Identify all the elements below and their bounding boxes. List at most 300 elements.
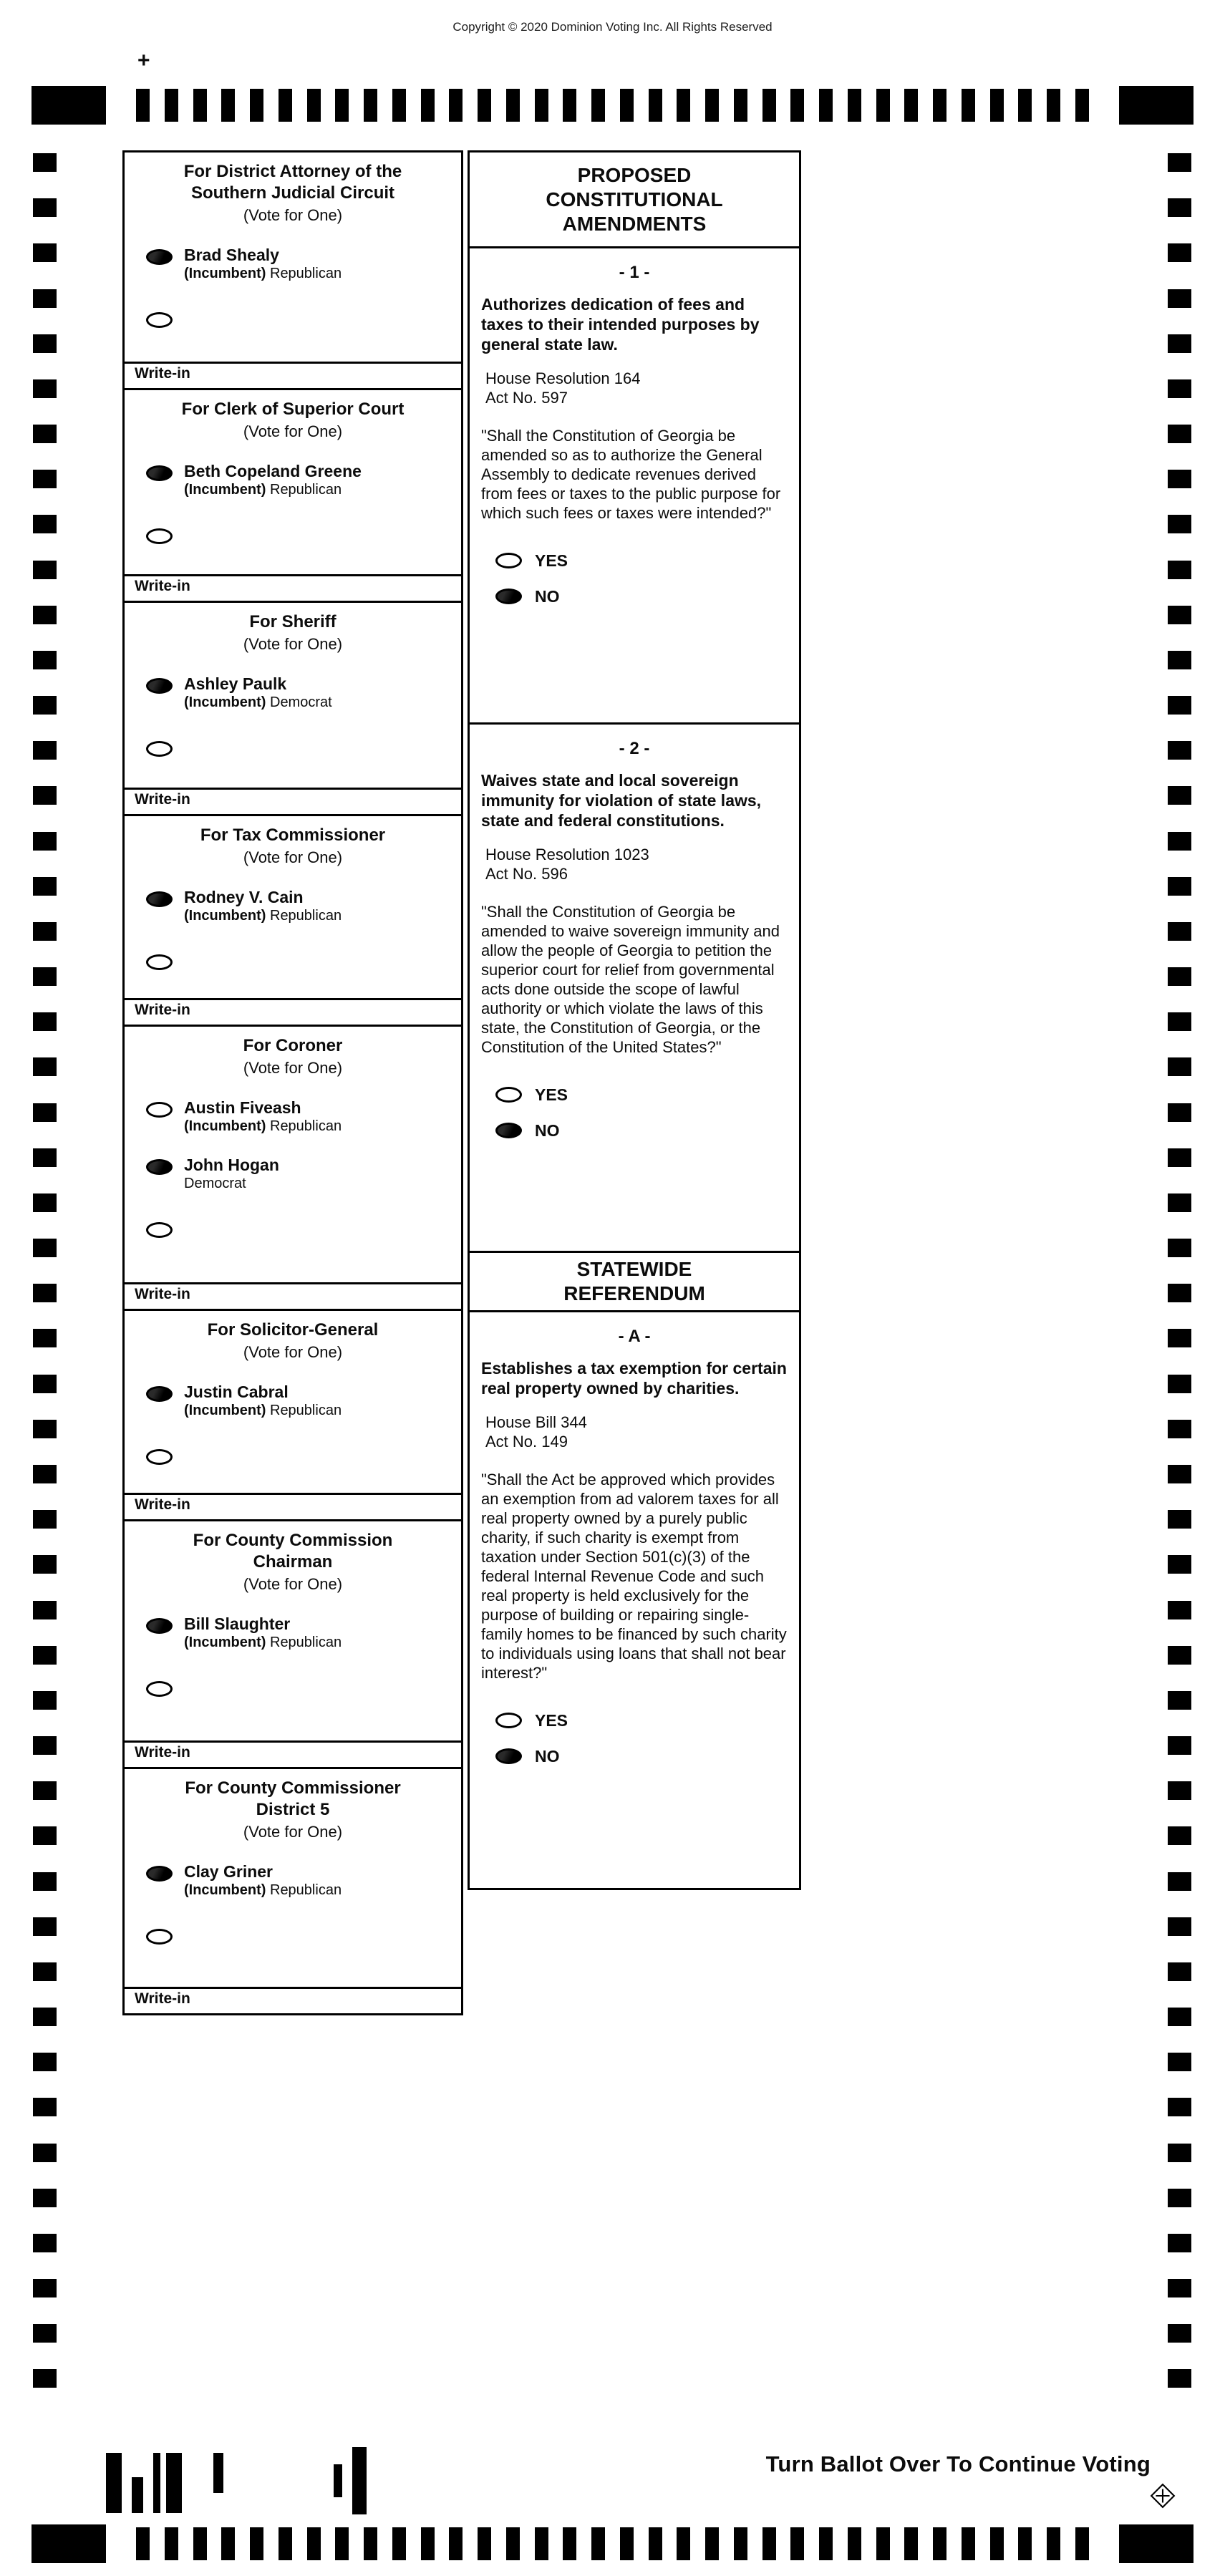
- timing-mark: [33, 2189, 57, 2207]
- timing-mark: [307, 89, 321, 122]
- write-in-block: [125, 1740, 461, 1767]
- write-in-option[interactable]: [125, 310, 461, 328]
- candidate-label: [184, 461, 362, 499]
- ballot-oval[interactable]: [495, 1713, 522, 1728]
- vote-for-note: (Vote for One): [243, 848, 343, 866]
- write-in-block: [125, 362, 461, 388]
- timing-mark: [1168, 1736, 1191, 1755]
- timing-mark: [848, 89, 861, 122]
- ballot-oval[interactable]: [146, 528, 173, 544]
- vote-for-note: (Vote for One): [243, 1823, 343, 1841]
- timing-mark: [279, 89, 292, 122]
- timing-mark: [392, 2527, 406, 2560]
- vote-for-note: (Vote for One): [243, 635, 343, 653]
- ballot-code-marks: [106, 2447, 407, 2516]
- timing-mark: [677, 89, 690, 122]
- write-in-block: [125, 574, 461, 601]
- timing-mark: [734, 89, 747, 122]
- timing-block: [32, 2524, 106, 2563]
- timing-bars: [136, 89, 1089, 122]
- registration-plus-icon: +: [137, 49, 150, 72]
- timing-mark: [1168, 1057, 1191, 1076]
- candidate-label: [184, 1614, 342, 1652]
- timing-mark: [33, 922, 57, 941]
- timing-mark: [1168, 1239, 1191, 1257]
- section-header-line: PROPOSED: [577, 163, 692, 186]
- write-in-block: [125, 998, 461, 1025]
- ballot-oval[interactable]: [146, 1681, 173, 1697]
- incumbent-label: (Incumbent): [184, 1403, 266, 1418]
- write-in-label: Write-in: [135, 1286, 190, 1302]
- ballot-oval[interactable]: [146, 1222, 173, 1238]
- ballot-oval[interactable]: [495, 1087, 522, 1103]
- timing-marks-top: [32, 86, 1193, 125]
- timing-mark: [790, 2527, 804, 2560]
- candidate-label: [184, 1382, 342, 1420]
- timing-mark: [33, 786, 57, 805]
- timing-mark: [33, 1917, 57, 1936]
- contest-title-line: For District Attorney of the: [183, 162, 402, 181]
- timing-mark: [449, 89, 463, 122]
- timing-mark: [1168, 1510, 1191, 1529]
- timing-mark: [33, 379, 57, 398]
- candidate-label: [184, 1861, 342, 1899]
- contest-district-attorney: [122, 150, 463, 390]
- ballot-oval[interactable]: [495, 1748, 522, 1764]
- measure-summary: Authorizes dedication of fees and taxes to their intended purposes by general state law.: [481, 295, 760, 354]
- ballot-oval[interactable]: [495, 1123, 522, 1138]
- timing-mark: [1168, 2189, 1191, 2207]
- timing-mark: [364, 2527, 377, 2560]
- timing-mark: [250, 2527, 263, 2560]
- timing-mark: [1168, 198, 1191, 217]
- vote-for-note: (Vote for One): [243, 1575, 343, 1593]
- timing-mark: [535, 89, 548, 122]
- candidate-option[interactable]: [125, 676, 461, 712]
- ballot-oval[interactable]: [146, 741, 173, 757]
- write-in-block: [125, 1493, 461, 1519]
- measure-question: "Shall the Constitution of Georgia be amended to waive sovereign immunity and allow the people of Georgia to petition the superior court for relief from governmental acts done outside the scope of lawful authority or which violate the laws of this state, the Constitution of Georgia, or the Constitution of the United States?": [481, 903, 780, 1056]
- timing-mark: [1168, 1962, 1191, 1981]
- timing-mark: [33, 2008, 57, 2026]
- contest-title-line: Chairman: [253, 1552, 333, 1572]
- timing-mark: [33, 2369, 57, 2388]
- timing-mark: [33, 198, 57, 217]
- timing-mark: [1168, 1826, 1191, 1845]
- ballot-oval[interactable]: [146, 954, 173, 970]
- timing-mark: [165, 89, 178, 122]
- timing-mark: [677, 2527, 690, 2560]
- contest-title: [125, 1035, 461, 1057]
- reference-line: House Resolution 1023: [485, 846, 649, 863]
- timing-mark: [734, 2527, 747, 2560]
- section-header-line: REFERENDUM: [563, 1282, 705, 1304]
- timing-marks-left: [33, 153, 57, 2388]
- timing-mark: [33, 153, 57, 172]
- measure-A: [468, 1310, 801, 1890]
- timing-mark: [335, 2527, 349, 2560]
- timing-mark: [848, 2527, 861, 2560]
- ballot-oval[interactable]: [146, 678, 173, 694]
- section-header-line: STATEWIDE: [576, 1258, 692, 1280]
- vote-choice-label: NO: [535, 1746, 560, 1766]
- measure-summary: Establishes a tax exemption for certain real property owned by charities.: [481, 1359, 787, 1398]
- timing-mark: [1168, 1555, 1191, 1574]
- candidate-party: (Incumbent) Republican: [184, 1635, 342, 1650]
- timing-mark: [33, 1646, 57, 1665]
- vote-choice-label: YES: [535, 1710, 568, 1730]
- write-in-label: Write-in: [135, 1744, 190, 1761]
- timing-mark: [990, 89, 1004, 122]
- timing-mark: [33, 1375, 57, 1393]
- timing-mark: [33, 2279, 57, 2297]
- timing-mark: [1168, 741, 1191, 760]
- ballot-oval[interactable]: [146, 1386, 173, 1402]
- timing-block: [1119, 86, 1193, 125]
- timing-mark: [33, 651, 57, 669]
- vote-choice-no[interactable]: [495, 1116, 788, 1145]
- timing-mark: [620, 89, 634, 122]
- timing-mark: [1168, 425, 1191, 443]
- vote-for-note: (Vote for One): [243, 1059, 343, 1077]
- timing-mark: [1168, 2369, 1191, 2388]
- measure-references: [481, 845, 788, 883]
- timing-mark: [33, 1872, 57, 1891]
- measure-question: "Shall the Constitution of Georgia be amended so as to authorize the General Assembly to dedicate revenues derived from fees or taxes to the public purpose for which such fees or taxes were intended?": [481, 427, 781, 522]
- contest-title-line: For Sheriff: [249, 612, 336, 631]
- timing-mark: [33, 1691, 57, 1710]
- contest-title: [125, 1530, 461, 1573]
- candidate-option[interactable]: [125, 1100, 461, 1136]
- timing-mark: [478, 2527, 491, 2560]
- ballot-code-mark: [166, 2453, 182, 2513]
- timing-mark: [1168, 967, 1191, 986]
- candidate-option[interactable]: [125, 1157, 461, 1193]
- incumbent-label: (Incumbent): [184, 1882, 266, 1898]
- candidate-name: Ashley Paulk: [184, 674, 287, 693]
- candidate-party: (Incumbent) Republican: [184, 1403, 342, 1418]
- contest-sheriff: [122, 601, 463, 816]
- ballot-oval[interactable]: [146, 1866, 173, 1882]
- ballot-left-column: [122, 150, 463, 2015]
- timing-mark: [33, 1148, 57, 1167]
- timing-mark: [33, 515, 57, 533]
- timing-mark: [1168, 1103, 1191, 1122]
- timing-mark: [33, 1103, 57, 1122]
- registration-crosshair-icon: [1150, 2483, 1176, 2512]
- vote-choice-label: YES: [535, 551, 568, 570]
- write-in-option[interactable]: [125, 1447, 461, 1465]
- timing-mark: [1168, 561, 1191, 579]
- timing-mark: [33, 1510, 57, 1529]
- contest-title-line: For Tax Commissioner: [200, 825, 386, 845]
- ballot-oval[interactable]: [146, 1102, 173, 1118]
- timing-mark: [1168, 1193, 1191, 1212]
- contest-title: [125, 399, 461, 420]
- ballot-oval[interactable]: [146, 1449, 173, 1465]
- timing-mark: [790, 89, 804, 122]
- contest-title-line: Southern Judicial Circuit: [190, 183, 395, 203]
- timing-mark: [33, 2234, 57, 2252]
- timing-mark: [1168, 877, 1191, 896]
- timing-mark: [705, 89, 719, 122]
- ballot-oval[interactable]: [146, 1618, 173, 1634]
- timing-mark: [279, 2527, 292, 2560]
- timing-mark: [705, 2527, 719, 2560]
- contest-tax-commissioner: [122, 814, 463, 1027]
- candidate-name: Clay Griner: [184, 1862, 273, 1881]
- timing-mark: [1075, 89, 1089, 122]
- timing-mark: [33, 967, 57, 986]
- vote-choice-label: NO: [535, 586, 560, 606]
- candidate-option[interactable]: [125, 247, 461, 283]
- timing-mark: [876, 89, 890, 122]
- write-in-option[interactable]: [125, 739, 461, 757]
- timing-mark: [392, 89, 406, 122]
- timing-mark: [33, 1420, 57, 1438]
- timing-mark: [33, 1012, 57, 1031]
- section-header-line: AMENDMENTS: [562, 212, 707, 235]
- timing-mark: [335, 89, 349, 122]
- vote-for-note: (Vote for One): [243, 422, 343, 440]
- timing-mark: [1168, 606, 1191, 624]
- timing-mark: [1168, 2008, 1191, 2026]
- timing-mark: [904, 2527, 918, 2560]
- contest-title: [125, 611, 461, 633]
- measure-number: - 2 -: [619, 739, 650, 758]
- ballot-code-mark: [106, 2453, 122, 2513]
- write-in-option[interactable]: [125, 1220, 461, 1238]
- timing-mark: [563, 2527, 576, 2560]
- candidate-party: (Incumbent) Republican: [184, 1118, 342, 1134]
- timing-mark: [1168, 2098, 1191, 2116]
- ballot-oval[interactable]: [495, 589, 522, 604]
- candidate-label: [184, 1098, 342, 1136]
- candidate-party: (Incumbent) Republican: [184, 266, 342, 281]
- timing-mark: [33, 1329, 57, 1347]
- candidate-option[interactable]: [125, 1616, 461, 1652]
- candidate-option[interactable]: [125, 889, 461, 925]
- timing-mark: [649, 89, 662, 122]
- timing-mark: [933, 2527, 946, 2560]
- timing-mark: [136, 2527, 150, 2560]
- vote-choice-yes[interactable]: [495, 546, 788, 575]
- timing-mark: [1168, 1781, 1191, 1800]
- timing-mark: [193, 2527, 207, 2560]
- timing-mark: [33, 2053, 57, 2071]
- vote-for-note: (Vote for One): [243, 206, 343, 224]
- contest-county-commission-chairman: [122, 1519, 463, 1769]
- timing-mark: [1168, 1329, 1191, 1347]
- timing-mark: [591, 89, 605, 122]
- write-in-option[interactable]: [125, 1679, 461, 1697]
- contest-title: [125, 825, 461, 846]
- contest-coroner: [122, 1025, 463, 1311]
- timing-mark: [165, 2527, 178, 2560]
- timing-mark: [33, 289, 57, 308]
- timing-mark: [1018, 2527, 1032, 2560]
- reference-line: House Resolution 164: [485, 369, 641, 387]
- vote-for-note: (Vote for One): [243, 1343, 343, 1361]
- section-header: [468, 150, 801, 248]
- incumbent-label: (Incumbent): [184, 908, 266, 924]
- timing-mark: [33, 877, 57, 896]
- timing-mark: [819, 89, 833, 122]
- timing-mark: [1168, 1917, 1191, 1936]
- timing-mark: [506, 89, 520, 122]
- ballot-oval[interactable]: [146, 1159, 173, 1175]
- ballot-oval[interactable]: [146, 1929, 173, 1945]
- timing-mark: [1168, 1465, 1191, 1483]
- candidate-name: Austin Fiveash: [184, 1098, 301, 1117]
- timing-mark: [33, 243, 57, 262]
- candidate-label: [184, 674, 332, 712]
- timing-mark: [33, 832, 57, 851]
- candidate-option[interactable]: [125, 1864, 461, 1899]
- contest-title: [125, 161, 461, 204]
- incumbent-label: (Incumbent): [184, 482, 266, 498]
- candidate-label: [184, 1155, 279, 1193]
- candidate-label: [184, 887, 342, 925]
- timing-mark: [33, 1239, 57, 1257]
- reference-line: Act No. 149: [485, 1433, 568, 1451]
- timing-mark: [33, 1555, 57, 1574]
- ballot-code-mark: [352, 2447, 367, 2514]
- reference-line: Act No. 596: [485, 865, 568, 883]
- timing-mark: [962, 89, 975, 122]
- timing-mark: [649, 2527, 662, 2560]
- ballot-right-column: [468, 150, 801, 1890]
- ballot-oval[interactable]: [146, 312, 173, 328]
- timing-mark: [33, 1736, 57, 1755]
- timing-block: [32, 86, 106, 125]
- timing-mark: [1075, 2527, 1089, 2560]
- reference-line: Act No. 597: [485, 389, 568, 407]
- timing-bars: [136, 2527, 1089, 2560]
- candidate-name: Beth Copeland Greene: [184, 462, 362, 480]
- timing-marks-right: [1168, 153, 1191, 2388]
- timing-mark: [449, 2527, 463, 2560]
- candidate-option[interactable]: [125, 1384, 461, 1420]
- timing-mark: [33, 1781, 57, 1800]
- timing-mark: [535, 2527, 548, 2560]
- timing-mark: [1168, 2144, 1191, 2162]
- candidate-party: Democrat: [184, 1176, 246, 1191]
- write-in-option[interactable]: [125, 1927, 461, 1945]
- timing-mark: [620, 2527, 634, 2560]
- timing-mark: [1168, 515, 1191, 533]
- vote-choice-no[interactable]: [495, 582, 788, 611]
- section-header-line: CONSTITUTIONAL: [546, 188, 723, 210]
- timing-mark: [33, 2324, 57, 2343]
- timing-mark: [1168, 1012, 1191, 1031]
- candidate-party: (Incumbent) Republican: [184, 908, 342, 924]
- vote-choice-yes[interactable]: [495, 1706, 788, 1735]
- ballot-oval[interactable]: [146, 891, 173, 907]
- timing-mark: [962, 2527, 975, 2560]
- write-in-label: Write-in: [135, 1990, 190, 2007]
- measure-references: [481, 1413, 788, 1451]
- timing-mark: [33, 1601, 57, 1619]
- timing-mark: [1168, 153, 1191, 172]
- contest-title: [125, 1778, 461, 1821]
- write-in-label: Write-in: [135, 1002, 190, 1018]
- ballot-code-mark: [334, 2464, 342, 2497]
- contest-title-line: For Clerk of Superior Court: [181, 400, 405, 419]
- timing-mark: [762, 89, 776, 122]
- vote-choice-label: YES: [535, 1085, 568, 1104]
- vote-choice-no[interactable]: [495, 1742, 788, 1771]
- incumbent-label: (Incumbent): [184, 694, 266, 710]
- ballot-oval[interactable]: [146, 465, 173, 481]
- candidate-party: (Incumbent) Democrat: [184, 694, 332, 710]
- timing-mark: [876, 2527, 890, 2560]
- timing-mark: [221, 2527, 235, 2560]
- timing-mark: [1168, 289, 1191, 308]
- candidate-option[interactable]: [125, 463, 461, 499]
- candidate-name: Justin Cabral: [184, 1383, 289, 1401]
- measure-1: [468, 246, 801, 725]
- timing-mark: [1047, 89, 1060, 122]
- ballot-oval[interactable]: [495, 553, 522, 568]
- timing-mark: [33, 561, 57, 579]
- timing-mark: [1168, 1420, 1191, 1438]
- timing-mark: [762, 2527, 776, 2560]
- timing-mark: [1168, 2053, 1191, 2071]
- timing-mark: [421, 89, 435, 122]
- timing-mark: [1168, 1601, 1191, 1619]
- contest-title-line: For County Commissioner: [185, 1778, 401, 1798]
- contest-title: [125, 1320, 461, 1341]
- timing-mark: [506, 2527, 520, 2560]
- timing-mark: [221, 89, 235, 122]
- timing-block: [1119, 2524, 1193, 2563]
- timing-mark: [33, 741, 57, 760]
- ballot-oval[interactable]: [146, 249, 173, 265]
- timing-mark: [1047, 2527, 1060, 2560]
- timing-mark: [1168, 334, 1191, 353]
- vote-choice-label: NO: [535, 1120, 560, 1140]
- incumbent-label: (Incumbent): [184, 1635, 266, 1650]
- ballot-code-mark: [132, 2477, 143, 2513]
- contest-solicitor-general: [122, 1309, 463, 1521]
- contest-title-line: For Coroner: [243, 1036, 343, 1055]
- timing-mark: [1168, 1646, 1191, 1665]
- timing-mark: [364, 89, 377, 122]
- timing-mark: [33, 1057, 57, 1076]
- timing-mark: [33, 425, 57, 443]
- timing-mark: [1168, 696, 1191, 715]
- contest-title-line: District 5: [256, 1800, 330, 1819]
- timing-mark: [1168, 922, 1191, 941]
- timing-mark: [933, 89, 946, 122]
- ballot-code-mark: [153, 2453, 160, 2513]
- timing-mark: [1168, 1148, 1191, 1167]
- timing-mark: [250, 89, 263, 122]
- candidate-label: [184, 245, 342, 283]
- vote-choice-yes[interactable]: [495, 1080, 788, 1109]
- write-in-option[interactable]: [125, 952, 461, 970]
- timing-mark: [1168, 1375, 1191, 1393]
- write-in-label: Write-in: [135, 1496, 190, 1513]
- incumbent-label: (Incumbent): [184, 266, 266, 281]
- timing-mark: [1168, 786, 1191, 805]
- timing-mark: [33, 606, 57, 624]
- contest-clerk-superior-court: [122, 388, 463, 603]
- write-in-block: [125, 788, 461, 814]
- write-in-option[interactable]: [125, 526, 461, 544]
- timing-mark: [33, 1465, 57, 1483]
